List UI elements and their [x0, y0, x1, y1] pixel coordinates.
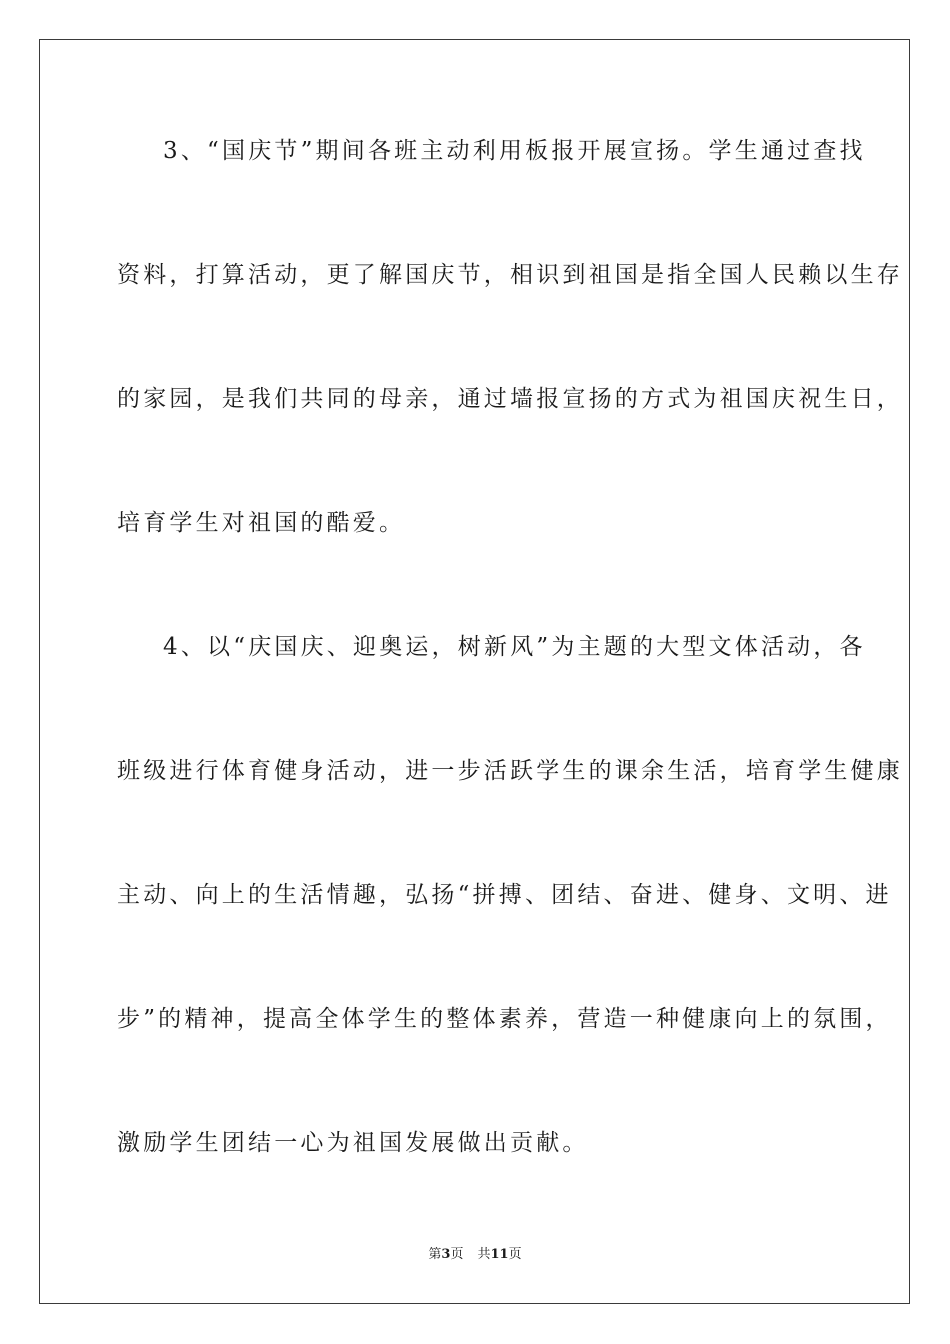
- paragraph-3-line-2: 资料，打算活动，更了解国庆节，相识到祖国是指全国人民赖以生存: [117, 262, 903, 288]
- paragraph-4-line-2: 班级进行体育健身活动，进一步活跃学生的课余生活，培育学生健康: [117, 758, 903, 784]
- total-pages: 11: [490, 1247, 509, 1262]
- paragraph-3-line-4: 培育学生对祖国的酷爱。: [117, 510, 406, 536]
- page-suffix: 页: [450, 1247, 464, 1262]
- paragraph-4-line-1: 4、以“庆国庆、迎奥运，树新风”为主题的大型文体活动，各: [163, 634, 866, 660]
- paragraph-3-line-3: 的家园，是我们共同的母亲，通过墙报宣扬的方式为祖国庆祝生日，: [117, 386, 903, 412]
- paragraph-3-line-1: 3、“国庆节”期间各班主动利用板报开展宣扬。学生通过查找: [163, 138, 866, 164]
- paragraph-4-line-3: 主动、向上的生活情趣，弘扬“拼搏、团结、奋进、健身、文明、进: [117, 882, 892, 908]
- page-prefix: 第: [428, 1247, 442, 1262]
- page-number: 3: [441, 1247, 451, 1262]
- total-suffix: 页: [508, 1247, 522, 1262]
- total-prefix: 共: [477, 1247, 491, 1262]
- page-footer: [0, 1246, 950, 1264]
- paragraph-4-line-5: 激励学生团结一心为祖国发展做出贡献。: [117, 1130, 589, 1156]
- paragraph-4-line-4: 步”的精神，提高全体学生的整体素养，营造一种健康向上的氛围，: [117, 1006, 892, 1032]
- page-border: [39, 39, 910, 1304]
